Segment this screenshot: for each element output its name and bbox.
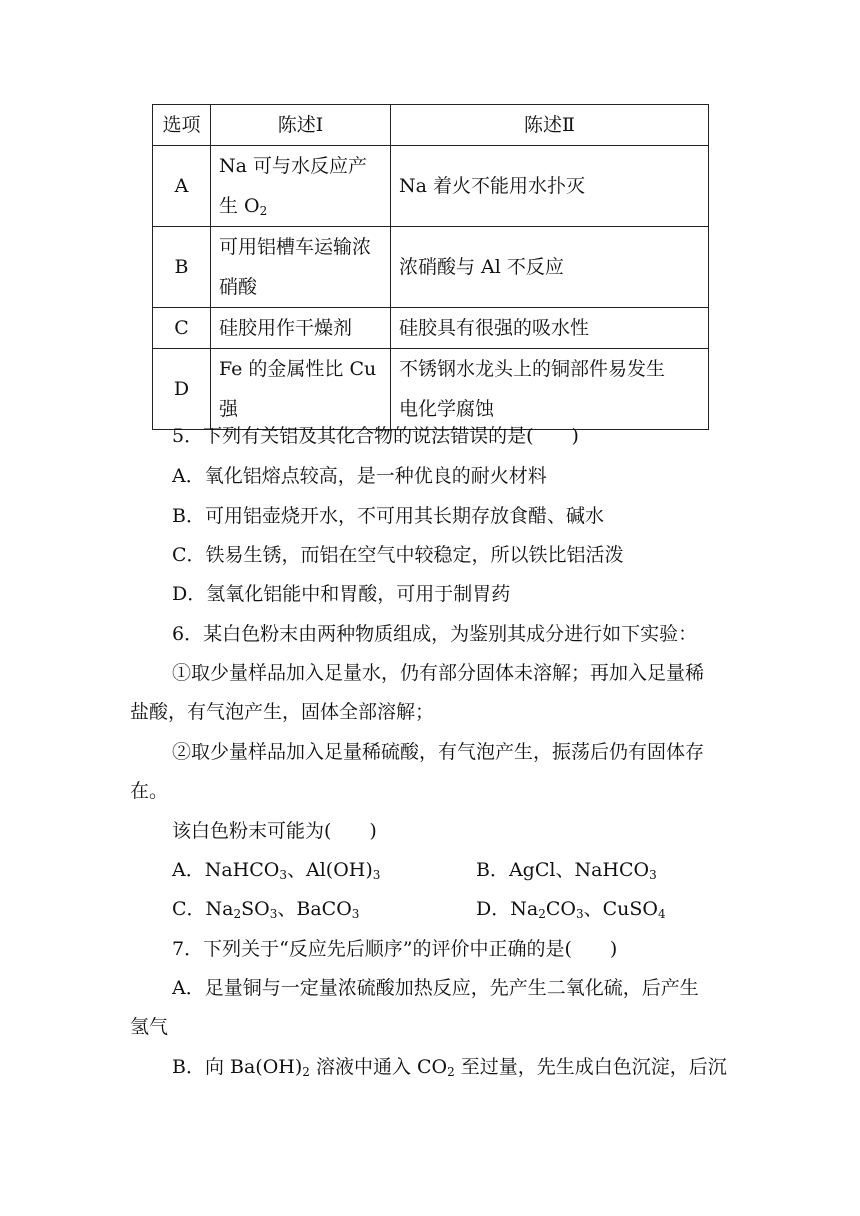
q5-option-a: A．氧化铝熔点较高，是一种优良的耐火材料	[172, 465, 547, 487]
statement-2-cell: 浓硝酸与 Al 不反应	[391, 227, 709, 308]
q5-option-d: D．氢氧化铝能中和胃酸，可用于制胃药	[172, 583, 511, 605]
statement-2-cell: Na 着火不能用水扑灭	[391, 146, 709, 227]
option-cell: D	[153, 349, 211, 430]
q6-option-b: B．AgCl、NaHCO$_3$	[476, 859, 657, 882]
statement-text: 不锈钢水龙头上的铜部件易发生	[399, 358, 666, 380]
q6-step2-line1: ②取少量样品加入足量稀硫酸，有气泡产生，振荡后仍有固体存	[172, 741, 705, 763]
statement-2-cell: 硅胶具有很强的吸水性	[391, 308, 709, 349]
q6-option-d: D．$Na_2CO_3$、CuSO$_4$	[476, 898, 666, 921]
q7-option-a-line2: 氢气	[130, 1016, 169, 1038]
table-row	[153, 146, 709, 227]
q6-ask: 该白色粉末可能为( )	[172, 820, 377, 842]
q6-option-c: C．$Na_2SO_3$、BaCO$_3$	[172, 898, 360, 921]
header-statement-2: 陈述Ⅱ	[391, 105, 709, 146]
statement-text: 硝酸	[219, 276, 258, 298]
q7-stem: 7．下列关于“反应先后顺序”的评价中正确的是( )	[172, 938, 618, 960]
statement-table	[152, 104, 709, 430]
q6-step1-line1: ①取少量样品加入足量水，仍有部分固体未溶解；再加入足量稀	[172, 662, 705, 684]
header-option: 选项	[153, 105, 211, 146]
option-cell: B	[153, 227, 211, 308]
q7-option-b: B．向 $Ba(OH)_2$ 溶液中通入 $CO_2$ 至过量，先生成白色沉淀，后沉	[172, 1056, 727, 1079]
statement-1-cell	[211, 146, 391, 227]
q6-stem: 6．某白色粉末由两种物质组成，为鉴别其成分进行如下实验：	[172, 623, 698, 645]
table-header-row	[153, 105, 709, 146]
statement-text: 可用铝槽车运输浓	[219, 236, 372, 258]
header-statement-1: 陈述Ⅰ	[211, 105, 391, 146]
statement-text: Na 可与水反应产	[219, 155, 367, 177]
q6-step2-line2: 在。	[130, 780, 169, 802]
statement-1-cell	[211, 227, 391, 308]
statement-text: 生 $O_2$	[219, 195, 268, 218]
statement-text: 电化学腐蚀	[399, 398, 495, 420]
q5-stem: 5．下列有关铝及其化合物的说法错误的是( )	[172, 425, 579, 447]
statement-text: Fe 的金属性比 Cu	[219, 358, 377, 380]
q6-step1-line2: 盐酸，有气泡产生，固体全部溶解；	[130, 701, 435, 723]
statement-text: 强	[219, 398, 239, 420]
option-cell: A	[153, 146, 211, 227]
table-row	[153, 227, 709, 308]
q5-option-b: B．可用铝壶烧开水，不可用其长期存放食醋、碱水	[172, 505, 604, 527]
table-row	[153, 308, 709, 349]
q6-option-a: A．NaHCO$_3$、$Al(OH)_3$	[172, 859, 381, 882]
option-cell: C	[153, 308, 211, 349]
statement-1-cell: 硅胶用作干燥剂	[211, 308, 391, 349]
q5-option-c: C．铁易生锈，而铝在空气中较稳定，所以铁比铝活泼	[172, 544, 624, 566]
q7-option-a-line1: A．足量铜与一定量浓硫酸加热反应，先产生二氧化硫，后产生	[172, 977, 699, 999]
